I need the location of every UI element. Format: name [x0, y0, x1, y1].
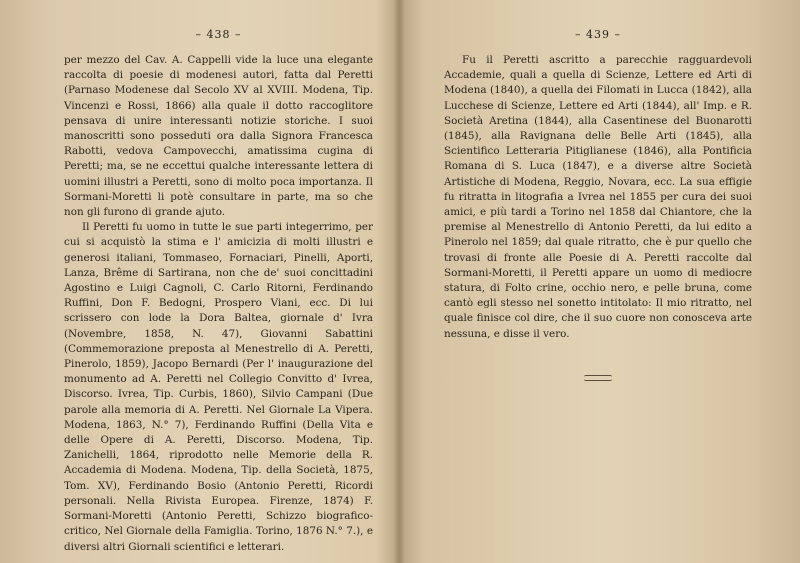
- page-body: [64, 53, 373, 555]
- left-page: [0, 0, 397, 563]
- section-end-ornament: [444, 342, 752, 348]
- right-page: [400, 0, 800, 563]
- page-number: – 439 –: [575, 28, 621, 41]
- paragraph: per mezzo del Cav. A. Cappelli vide la luce una elegante raccolta di poesie di modenesi autori, fatta dal Peretti (Parnaso Modenese dal Secolo XV al XVIII. Modena, Tip. Vincenzi e Rossi, 1866) alla quale il dotto raccoglitore pensava di unire interessanti notizie storiche. I suoi manoscritti sono posseduti ora dalla Signora Francesca Rabotti, vedova Campovecchi, amatissima cugina di Peretti; ma, se ne eccettui qualche interessante lettera di uomini illustri a Peretti, sono di molto poca importanza. Il Sormani-Moretti li potè consultare in parte, ma so che non gli furono di grande ajuto.: [64, 54, 373, 219]
- page-body: [444, 53, 752, 342]
- ornament-rule: [584, 375, 612, 381]
- paragraph: Il Peretti fu uomo in tutte le sue parti integerrimo, per cui si acquistò la stima e l' amicizia di molti illustri e generosi italiani, Tommaseo, Fornaciari, Pinelli, Aporti, Lanza, Brême di Sartirana, non che de' suoi concittadini Agostino e Luigi Cagnoli, C. Carlo Ritorni, Ferdinando Ruffini, Don F. Bedogni, Prospero Viani, ecc. Di lui scrissero con lode la Dora Baltea, giornale d' Ivra (Novembre, 1858, N. 47), Giovanni Sabattini (Commemorazione preposta al Menestrello di A. Peretti, Pinerolo, 1859), Jacopo Bernardi (Per l' inaugurazione del monumento ad A. Peretti nel Collegio Convitto d' Ivrea, Discorso. Ivrea, Tip. Curbis, 1860), Silvio Campani (Due parole alla memoria di A. Peretti. Nel Giornale La Vipera. Modena, 1863, N.° 7), Ferdinando Ruffini (Della Vita e delle Opere di A. Peretti, Discorso. Modena, Tip. Zanichelli, 1864, riprodotto nelle Memorie della R. Accademia di Modena. Modena, Tip. della Società, 1875, Tom. XV), Ferdinando Bosio (Antonio Peretti, Ricordi personali. Nella Rivista Europea. Firenze, 1874) F. Sormani-Moretti (Antonio Peretti, Schizzo biografico-critico, Nel Giornale della Famiglia. Torino, 1876 N.° 7.), e diversi altri Giornali scientifici e letterari.: [64, 221, 373, 553]
- page-number: – 438 –: [195, 28, 242, 41]
- paragraph: Fu il Peretti ascritto a parecchie ragguardevoli Accademie, quali a quella di Scienze, Lettere ed Arti di Modena (1840), a quella dei Filomati in Lucca (1842), alla Lucchese di Scienze, Lettere ed Arti (1844), all' Imp. e R. Società Aretina (1844), alla Casentinese del Buonarotti (1845), alla Ravignana delle Belle Arti (1845), alla Scientifico Letteraria Pitiglianese (1846), alla Pontificia Romana di S. Luca (1847), e a diverse altre Società Artistiche di Modena, Reggio, Novara, ecc. La sua effigie fu ritratta in litografia a Ivrea nel 1855 per cura dei suoi amici, e più tardi a Torino nel 1858 dal Chiantore, che la premise al Menestrello di Antonio Peretti, da lui edito a Pinerolo nel 1859; dal quale ritratto, che è pur quello che trovasi di fronte alle Poesie di A. Peretti raccolte dal Sormani-Moretti, il Peretti appare un uomo di mediocre statura, di Folto crine, occhio nero, e pelle bruna, come cantò egli stesso nel sonetto intitolato: Il mio ritratto, nel quale finisce col dire, che il suo cuore non conosceva arte nessuna, e disse il vero.: [444, 54, 752, 340]
